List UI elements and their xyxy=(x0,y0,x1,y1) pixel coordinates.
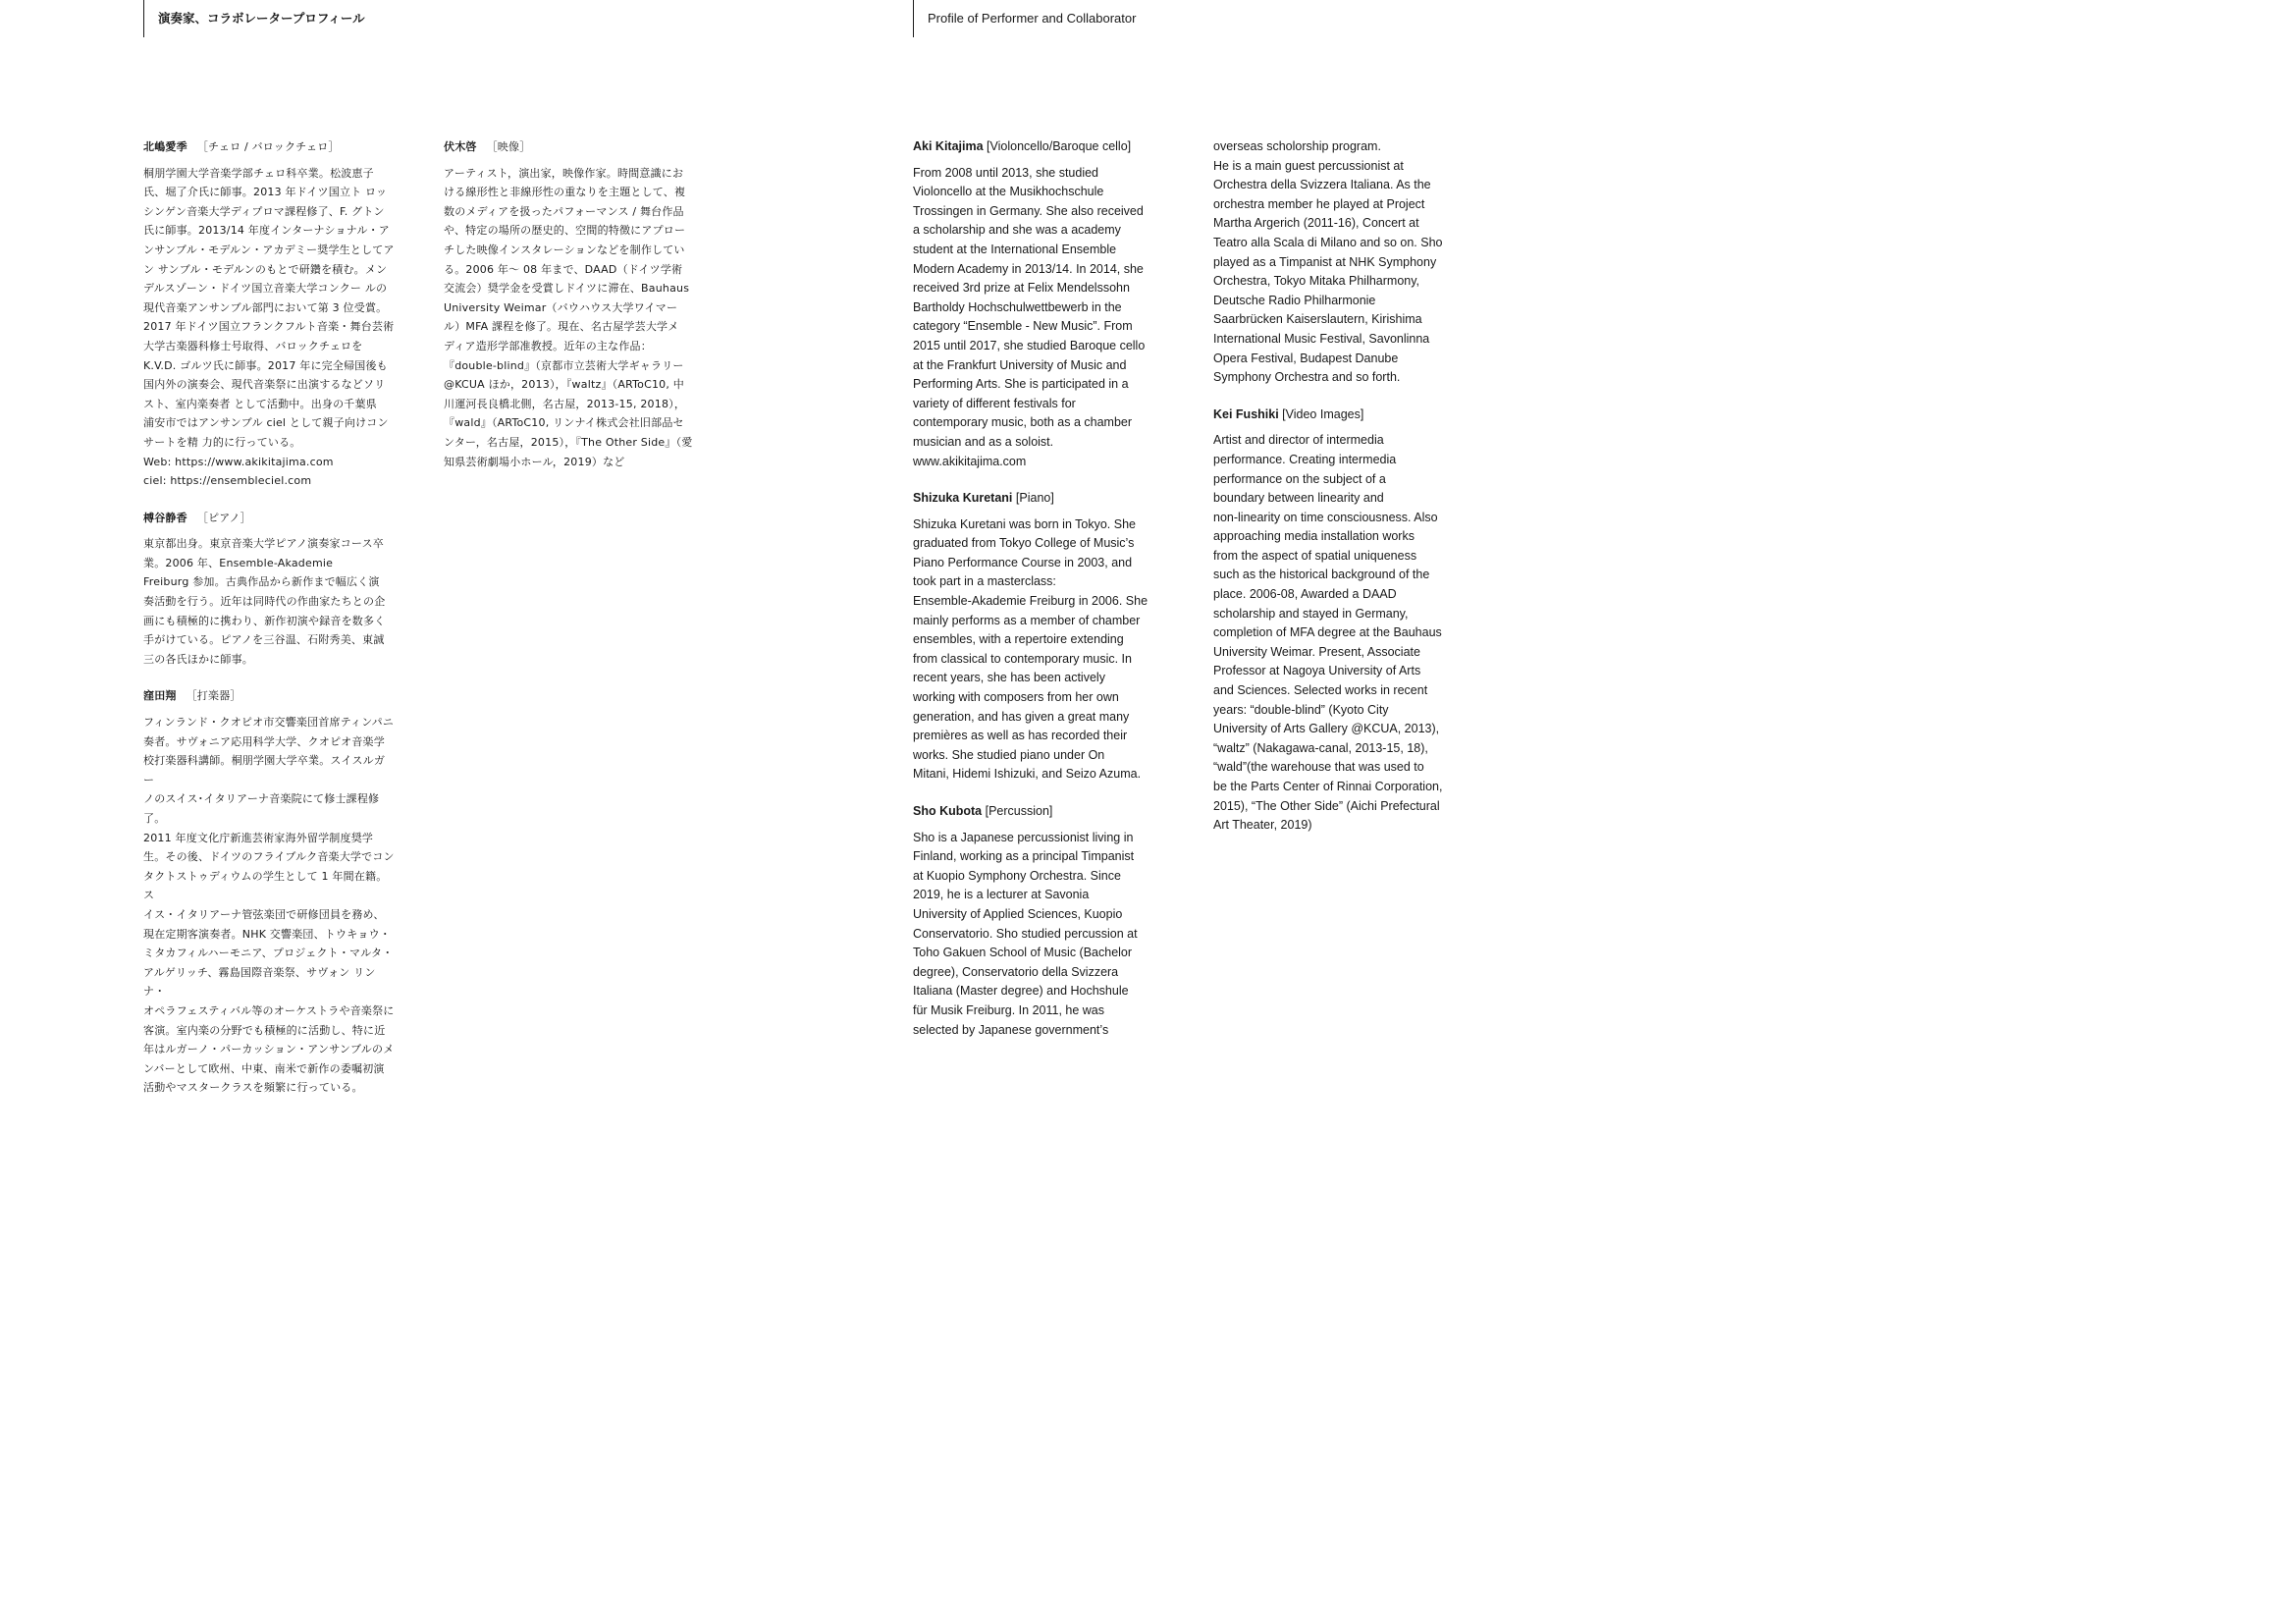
profile-body-continued: overseas scholorship program. He is a main guest percussionist at Orchestra della Svizzera Italiana. As the orchestra member he played at Project Martha Argerich (2011-16), Concert at Teatro alla Scala di Milano and so on. Sho played as a Timpanist at NHK Symphony Orchestra, Tokyo Mitaka Philharmony, Deutsche Radio Philharmonie Saarbrücken Kaiserslautern, Kirishima International Music Festival, Savonlinna Opera Festival, Budapest Danube Symphony Orchestra and so forth. xyxy=(1213,139,1443,385)
profile-heading xyxy=(913,802,1166,822)
performer-name: 伏木啓 xyxy=(444,140,477,153)
english-column-right xyxy=(1213,137,1470,853)
japanese-column-right xyxy=(444,137,695,489)
profile-fushiki-jp xyxy=(444,137,695,471)
performer-role: [Piano] xyxy=(1015,491,1054,506)
performer-role: [Percussion] xyxy=(985,804,1053,818)
performer-role: ［ピアノ］ xyxy=(196,511,251,524)
profile-heading xyxy=(143,686,395,706)
profile-body: 桐朋学園大学音楽学部チェロ科卒業。松波恵子 氏、堀了介氏に師事。2013 年ドイツ国立ト ロッ シンゲン音楽大学ディプロマ課程修了、F. グトン 氏に師事。2013/14 年度インターナショナル・ア ンサンブル・モデルン・アカデミー奨学生としてア ン サンブル・モデルンのもとで研鑽を積む。メン デルスゾーン・ドイツ国立音楽大学コンクー ルの 現代音楽アンサンブル部門において第 3 位受賞。 2017 年ドイツ国立フランクフルト音楽・舞台芸術 大学古楽器科修士号取得、バロックチェロを K.V.D. ゴルツ氏に師事。2017 年に完全帰国後も 国内外の演奏会、現代音楽祭に出演するなどソリ スト、室内楽奏者 として活動中。出身の千葉県 浦安市ではアンサンブル ciel として親子向けコン サートを精 力的に行っている。 Web: https://www.akikitajima.com ciel: https://ensembleciel.com xyxy=(143,166,395,488)
profile-kitajima-en xyxy=(913,137,1166,471)
profile-kuretani-jp xyxy=(143,509,395,670)
profile-heading xyxy=(444,137,695,157)
performer-name: 榑谷静香 xyxy=(143,511,187,524)
profile-heading xyxy=(1213,406,1470,425)
performer-name: Shizuka Kuretani xyxy=(913,491,1013,506)
profile-fushiki-en xyxy=(1213,406,1470,836)
profile-kubota-en xyxy=(913,802,1166,1040)
profile-heading xyxy=(143,509,395,528)
performer-name: 窪田翔 xyxy=(143,689,177,703)
performer-role: ［打楽器］ xyxy=(186,689,241,703)
profile-body: Artist and director of intermedia performance. Creating intermedia performance on the subject of a boundary between linearity and non-linearity on time consciousness. Also approaching media installation works from the aspect of spatial uniqueness such as the historical background of the place. 2006-08, Awarded a DAAD scholarship and stayed in Germany, completion of MFA degree at the Bauhaus University Weimar. Present, Associate Professor at Nagoya University of Arts and Sciences. Selected works in recent years: “double-blind” (Kyoto City University of Arts Gallery @KCUA, 2013), “waltz” (Nakagawa-canal, 2013-15, 18), “wald”(the warehouse that was used to be the Parts Center of Rinnai Corporation, 2015), “The Other Side” (Aichi Prefectural Art Theater, 2019) xyxy=(1213,433,1443,833)
performer-role: [Violoncello/Baroque cello] xyxy=(987,139,1132,153)
profile-heading xyxy=(913,137,1166,157)
page-header-japanese: 演奏家、コラボレータープロフィール xyxy=(143,0,365,37)
page-header-english: Profile of Performer and Collaborator xyxy=(913,0,1136,37)
profile-body: 東京都出身。東京音楽大学ピアノ演奏家コース卒 業。2006 年、Ensemble-Akademie Freiburg 参加。古典作品から新作まで幅広く演 奏活動を行う。近年は同時代の作曲家たちとの企 画にも積極的に携わり、新作初演や録音を数多く 手がけている。ピアノを三谷温、石附秀美、東誠 三の各氏ほかに師事。 xyxy=(143,537,386,666)
performer-name: 北嶋愛季 xyxy=(143,140,187,153)
performer-name: Aki Kitajima xyxy=(913,139,984,153)
profile-heading xyxy=(913,489,1166,509)
profile-body: From 2008 until 2013, she studied Violoncello at the Musikhochschule Trossingen in Germany. She also received a scholarship and she was a academy student at the International Ensemble Modern Academy in 2013/14. In 2014, she received 3rd prize at Felix Mendelssohn Bartholdy Hochschulwettbewerb in the category “Ensemble - New Music”. From 2015 until 2017, she studied Baroque cello at the Frankfurt University of Music and Performing Arts. She is participated in a variety of different festivals for contemporary music, both as a chamber musician and as a soloist. www.akikitajima.com xyxy=(913,165,1146,468)
profile-heading xyxy=(143,137,395,157)
profile-kubota-en-continued xyxy=(1213,137,1470,388)
profile-kubota-jp xyxy=(143,686,395,1097)
performer-role: ［チェロ / バロックチェロ］ xyxy=(196,140,340,153)
profile-body: Shizuka Kuretani was born in Tokyo. She graduated from Tokyo College of Music’s Piano Performance Course in 2003, and took part in a masterclass: Ensemble-Akademie Freiburg in 2006. She mainly performs as a member of chamber ensembles, with a repertoire extending from classical to contemporary music. In recent years, she has been actively working with composers from her own generation, and has given a great many premières as well as has recorded their works. She studied piano under On Mitani, Hidemi Ishizuki, and Seizo Azuma. xyxy=(913,516,1148,782)
english-column-left xyxy=(913,137,1166,1057)
profile-kitajima-jp xyxy=(143,137,395,491)
profile-body: Sho is a Japanese percussionist living in Finland, working as a principal Timpanist at Kuopio Symphony Orchestra. Since 2019, he is a lecturer at Savonia University of Applied Sciences, Kuopio Conservatorio. Sho studied percussion at Toho Gakuen School of Music (Bachelor degree), Conservatorio della Svizzera Italiana (Master degree) and Hochshule für Musik Freiburg. In 2011, he was selected by Japanese government’s xyxy=(913,830,1138,1037)
performer-role: ［映像］ xyxy=(486,140,531,153)
performer-name: Kei Fushiki xyxy=(1213,406,1279,421)
profile-body: アーティスト，演出家，映像作家。時間意識にお ける線形性と非線形性の重なりを主題として、複 数のメディアを扱ったパフォーマンス / 舞台作品 や、特定の場所の歴史的、空間的特徴にアプロー チした映像インスタレーションなどを制作してい る。2006 年～ 08 年まで、DAAD（ドイツ学術 交流会）奨学金を受賞しドイツに滞在、Bauhaus University Weimar（バウハウス大学ワイマー ル）MFA 課程を修了。現在、名古屋学芸大学メ ディア造形学部准教授。近年の主な作品： 『double-blind』（京都市立芸術大学ギャラリー @KCUA ほか，2013），『waltz』（ARToC10, 中 川運河長良橋北側，名古屋，2013-15, 2018）， 『wald』（ARToC10, リンナイ株式会社旧部品セ ンター，名古屋，2015），『The Other Side』（愛 知県芸術劇場小ホール，2019）など xyxy=(444,166,693,468)
performer-name: Sho Kubota xyxy=(913,804,983,818)
profile-body: フィンランド・クオピオ市交響楽団首席ティンパニ 奏者。サヴォニア応用科学大学、クオピオ音楽学 校打楽器科講師。桐朋学園大学卒業。スイスルガー ノのスイス･イタリアーナ音楽院にて修士課程修了。 2011 年度文化庁新進芸術家海外留学制度奨学 生。その後、ドイツのフライブルク音楽大学でコン タクトストゥディウムの学生として 1 年間在籍。ス イス・イタリアーナ管弦楽団で研修団員を務め、 現在定期客演奏者。NHK 交響楽団、トウキョウ・ ミタカフィルハーモニア、プロジェクト・マルタ・ アルゲリッチ、霧島国際音楽祭、サヴォン リンナ・ オペラフェスティバル等のオーケストラや音楽祭に 客演。室内楽の分野でも積極的に活動し、特に近 年はルガーノ・パーカッション・アンサンブルのメ ンバーとして欧州、中東、南米で新作の委嘱初演 活動やマスタークラスを頻繁に行っている。 xyxy=(143,716,395,1095)
performer-role: [Video Images] xyxy=(1282,406,1364,421)
japanese-column-left xyxy=(143,137,395,1115)
profile-kuretani-en xyxy=(913,489,1166,785)
